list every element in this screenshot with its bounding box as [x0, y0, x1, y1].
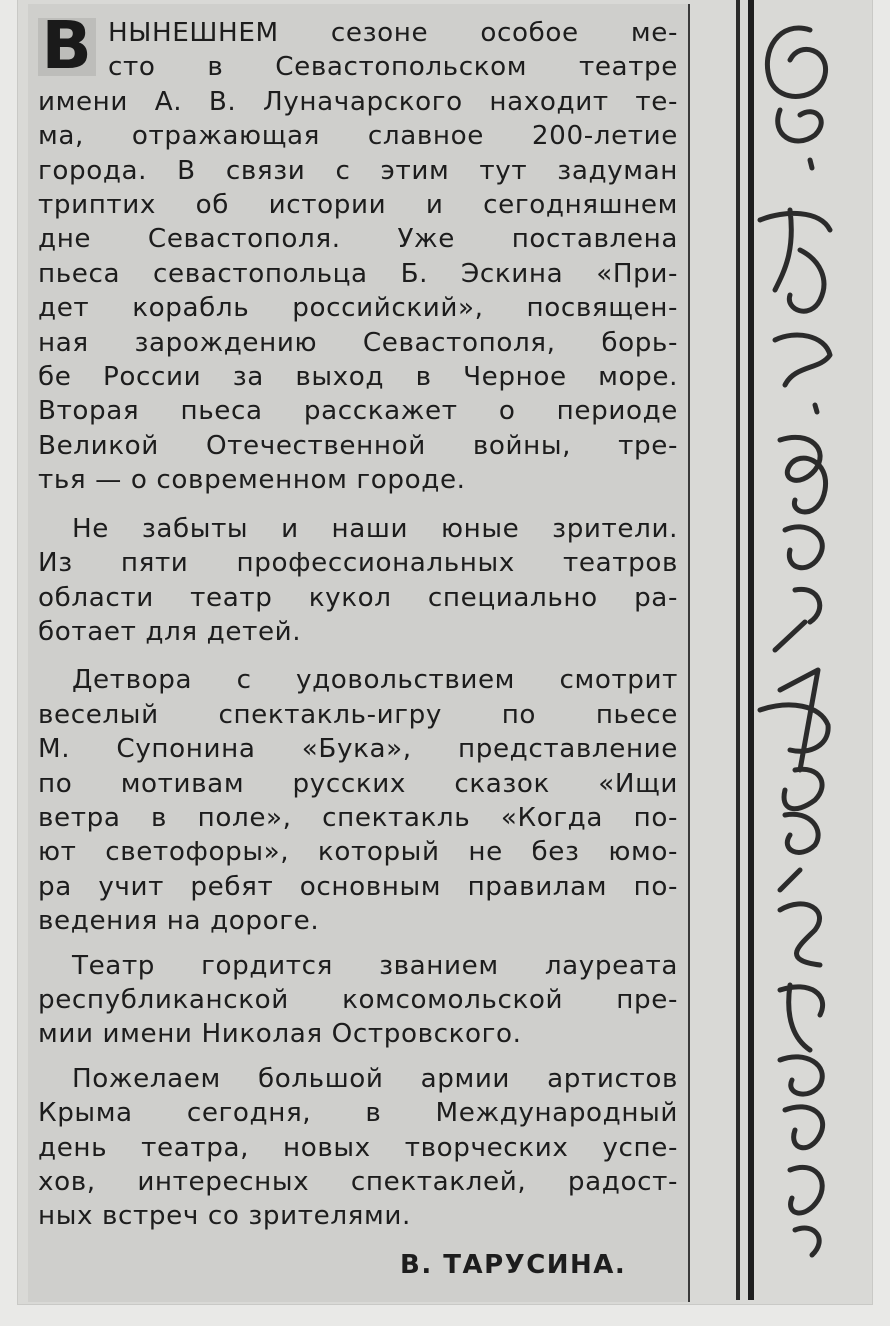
paragraph-5 [38, 1062, 678, 1234]
paragraph-4 [38, 949, 678, 1052]
article-line: Детвора с удовольствием смотрит [72, 665, 678, 696]
article-line: ведения на дороге. [38, 906, 320, 937]
article-line: ная зарождению Севастополя, борь- [38, 327, 678, 358]
article-body [38, 7, 678, 1234]
article-line: М. Супонина «Бука», представление [38, 734, 678, 765]
article-line: ветра в поле», спектакль «Когда по- [38, 802, 678, 833]
article-line: триптих об истории и сегодняшнем [38, 190, 678, 221]
drop-cap: В [38, 18, 96, 76]
article-line: дет корабль российский», посвящен- [38, 293, 678, 324]
article-line: НЫНЕШНЕМ сезоне особое ме- [108, 18, 678, 48]
article-line: Крыма сегодня, в Международный [38, 1098, 678, 1129]
article-line: ма, отражающая славное 200-летие [38, 121, 678, 152]
article-line: имени А. В. Луначарского находит те- [38, 86, 678, 117]
article-line: по мотивам русских сказок «Ищи [38, 768, 678, 799]
author-signature: В. ТАРУСИНА. [400, 1250, 627, 1280]
article-line: Не забыты и наши юные зрители. [72, 513, 678, 544]
paragraph-gap [38, 1052, 678, 1062]
paragraph-1 [38, 7, 678, 498]
article-line: Театр гордится званием лауреата [72, 950, 678, 981]
article-line: области театр кукол специально ра- [38, 582, 678, 613]
article-line: Из пяти профессиональных театров [38, 548, 678, 579]
paragraph-gap [38, 649, 678, 663]
article-line: Вторая пьеса расскажет о периоде [38, 396, 678, 427]
article-line: Великой Отечественной войны, тре- [38, 430, 678, 461]
article-line: бе России за выход в Черное море. [38, 362, 678, 393]
article-line: республиканской комсомольской пре- [38, 984, 678, 1015]
article-line: веселый спектакль-игру по пьесе [38, 699, 678, 730]
article-line: Пожелаем большой армии артистов [72, 1063, 678, 1094]
article-line: ботает для детей. [38, 616, 302, 647]
article-line: мии имени Николая Островского. [38, 1019, 522, 1050]
article-line: дне Севастополя. Уже поставлена [38, 224, 678, 255]
paragraph-2 [38, 512, 678, 650]
handwritten-annotation [700, 10, 860, 1290]
article-line: хов, интересных спектаклей, радост- [38, 1167, 678, 1197]
article-line: сто в Севастопольском театре [108, 52, 678, 83]
article-line: пьеса севастопольца Б. Эскина «При- [38, 258, 678, 289]
article-line: тья — о современном городе. [38, 465, 466, 496]
paragraph-gap [38, 939, 678, 949]
paragraph-gap [38, 498, 678, 512]
article-line: ют светофоры», который не без юмо- [38, 837, 678, 868]
article-line: ных встреч со зрителями. [38, 1201, 411, 1232]
article-line: ра учит ребят основным правилам по- [38, 871, 678, 902]
article-line: города. В связи с этим тут задуман [38, 155, 678, 186]
paragraph-3 [38, 663, 678, 938]
article-line: день театра, новых творческих успе- [38, 1132, 678, 1163]
